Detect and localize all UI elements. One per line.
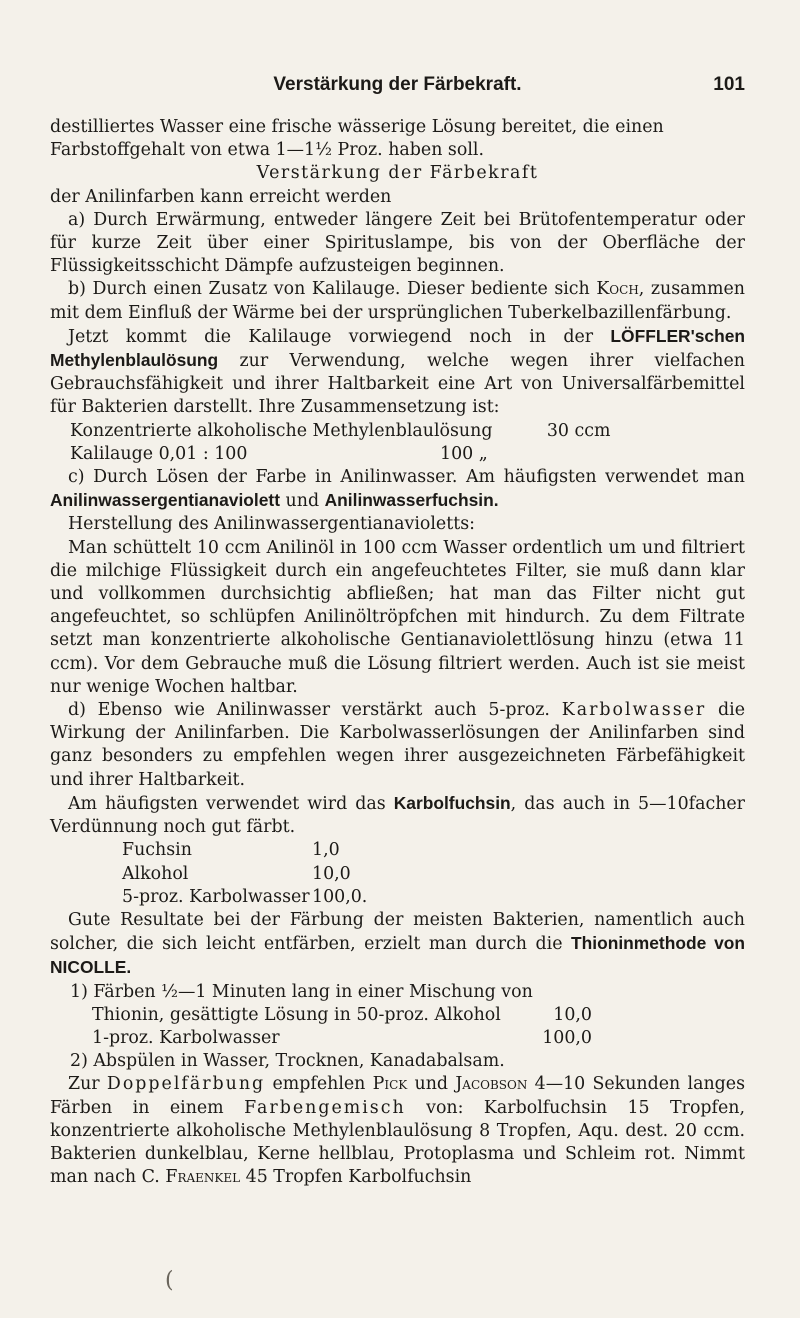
recipe-karbolfuchsin xyxy=(50,839,745,909)
paragraph-anilinfarben: der Anilinfarben kann erreicht werden xyxy=(50,186,392,207)
margin-mark: ( xyxy=(165,1268,174,1293)
term-loeffler-methylenblau: LÖFFLER'schen Methylenblaulösung xyxy=(50,325,745,371)
paragraph-gute-resultate: Gute Resultate bei der Färbung der meisten Bakterien, namentlich auch solcher, die sich leicht entfärben, erzielt man durch die Thioninmethode von NICOLLE. xyxy=(50,909,745,978)
paragraph-a: a) Durch Erwärmung, entweder längere Zeit bei Brütofentemperatur oder für kurze Zeit über einer Spirituslampe, bis von der Oberfläche der Flüssigkeitsschicht Dämpfe aufzusteigen beginnen. xyxy=(50,209,745,277)
paragraph-jetzt: Jetzt kommt die Kalilauge vorwiegend noch in der LÖFFLER'schen Methylenblaulösung zur Verwendung, welche wegen ihrer vielfachen Gebrauchsfähigkeit und ihrer Haltbarkeit eine Art von Universalfärbemittel für Bakterien darstellt. Ihre Zusammensetzung ist: xyxy=(50,325,745,418)
intro-line-1: destilliertes Wasser eine frische wässerige Lösung bereitet, die einen xyxy=(50,117,664,137)
intro-line-2: Farbstoffgehalt von etwa 1—1½ Proz. haben soll. xyxy=(50,140,484,161)
step-2: 2) Abspülen in Wasser, Trocknen, Kanadabalsam. xyxy=(70,1051,505,1072)
page-body xyxy=(50,116,745,1189)
term-farbengemisch: Farbengemisch xyxy=(244,1097,406,1118)
recipe-row: 5-proz. Karbolwasser 100,0. xyxy=(122,886,368,907)
author-koch: Koch xyxy=(596,279,639,300)
step-1 xyxy=(50,981,745,1051)
page-number: 101 xyxy=(713,74,745,95)
author-fraenkel: Fraenkel xyxy=(165,1167,241,1188)
recipe-methylenblau xyxy=(50,420,745,466)
step-1-heading: 1) Färben ½—1 Minuten lang in einer Mischung von xyxy=(70,981,533,1002)
paragraph-karbolfuchsin: Am häufigsten verwendet wird das Karbolfuchsin, das auch in 5—10facher Verdünnung noch gut färbt. xyxy=(50,792,745,838)
header-title: Verstärkung der Färbekraft. xyxy=(273,74,522,95)
paragraph-herstellung: Herstellung des Anilinwassergentianavioletts: xyxy=(68,514,475,535)
recipe-row: Thionin, gesättigte Lösung in 50-proz. Alkohol 10,0 xyxy=(92,1004,592,1025)
recipe-row: Kalilauge 0,01 : 100 100 „ xyxy=(70,443,488,464)
author-pick: Pick xyxy=(372,1074,408,1095)
section-heading: Verstärkung der Färbekraft xyxy=(256,163,539,184)
paragraph-doppelfaerbung: Zur Doppelfärbung empfehlen Pick und Jacobson 4—10 Sekunden langes Färben in einem Farbengemisch von: Karbolfuchsin 15 Tropfen, konzentrierte alkoholische Methylenblaulösung 8 Tropfen, Aqu. dest. 20 ccm. Bakterien dunkelblau, Kerne hellblau, Protoplasma und Schleim rot. Nimmt man nach C. Fraenkel 45 Tropfen Karbolfuchsin xyxy=(50,1074,746,1188)
paragraph-c: c) Durch Lösen der Farbe in Anilinwasser. Am häufigsten verwendet man Anilinwassergentianaviolett und Anilinwasserfuchsin. xyxy=(50,467,745,512)
recipe-row: Fuchsin 1,0 xyxy=(122,840,340,861)
recipe-row: Konzentrierte alkoholische Methylenblaulösung 30 ccm xyxy=(70,420,611,441)
paragraph-d: d) Ebenso wie Anilinwasser verstärkt auch 5-proz. Karbolwasser die Wirkung der Anilinfarben. Die Karbolwasserlösungen der Anilinfarben sind ganz besonders zu empfehlen wegen ihrer ausgezeichneten Färbefähigkeit und ihrer Haltbarkeit. xyxy=(50,700,746,790)
author-jacobson: Jacobson xyxy=(455,1074,528,1095)
paragraph-method: Man schüttelt 10 ccm Anilinöl in 100 ccm Wasser ordentlich um und filtriert die milchige Flüssigkeit durch ein angefeuchtetes Filter, sie muß dann klar und vollkommen durchsichtig abfließen; hat man das Filter nicht gut angefeuchtet, so schlüpfen Anilinöltröpfchen mit hindurch. Zu dem Filtrate setzt man konzentrierte alkoholische Gentianaviolettlösung hinzu (etwa 11 ccm). Vor dem Gebrauche muß die Lösung filtriert werden. Auch ist sie meist nur wenige Wochen haltbar. xyxy=(50,537,745,697)
term-thioninmethode: Thioninmethode von NICOLLE. xyxy=(50,933,745,978)
term-anilinwasserfuchsin: Anilinwasserfuchsin. xyxy=(324,490,499,511)
recipe-row: 1-proz. Karbolwasser 100,0 xyxy=(92,1027,592,1048)
recipe-row: Alkohol 10,0 xyxy=(122,863,351,884)
paragraph-b: b) Durch einen Zusatz von Kalilauge. Dieser bediente sich Koch, zusammen mit dem Einfluß der Wärme bei der ursprünglichen Tuberkelbazillenfärbung. xyxy=(50,279,746,323)
term-doppelfaerbung: Doppelfärbung xyxy=(106,1074,266,1095)
term-anilinwassergentianaviolett: Anilinwassergentianaviolett xyxy=(50,490,281,511)
term-karbolwasser: Karbolwasser xyxy=(561,700,707,721)
running-header xyxy=(50,74,745,100)
term-karbolfuchsin: Karbolfuchsin xyxy=(393,792,511,813)
